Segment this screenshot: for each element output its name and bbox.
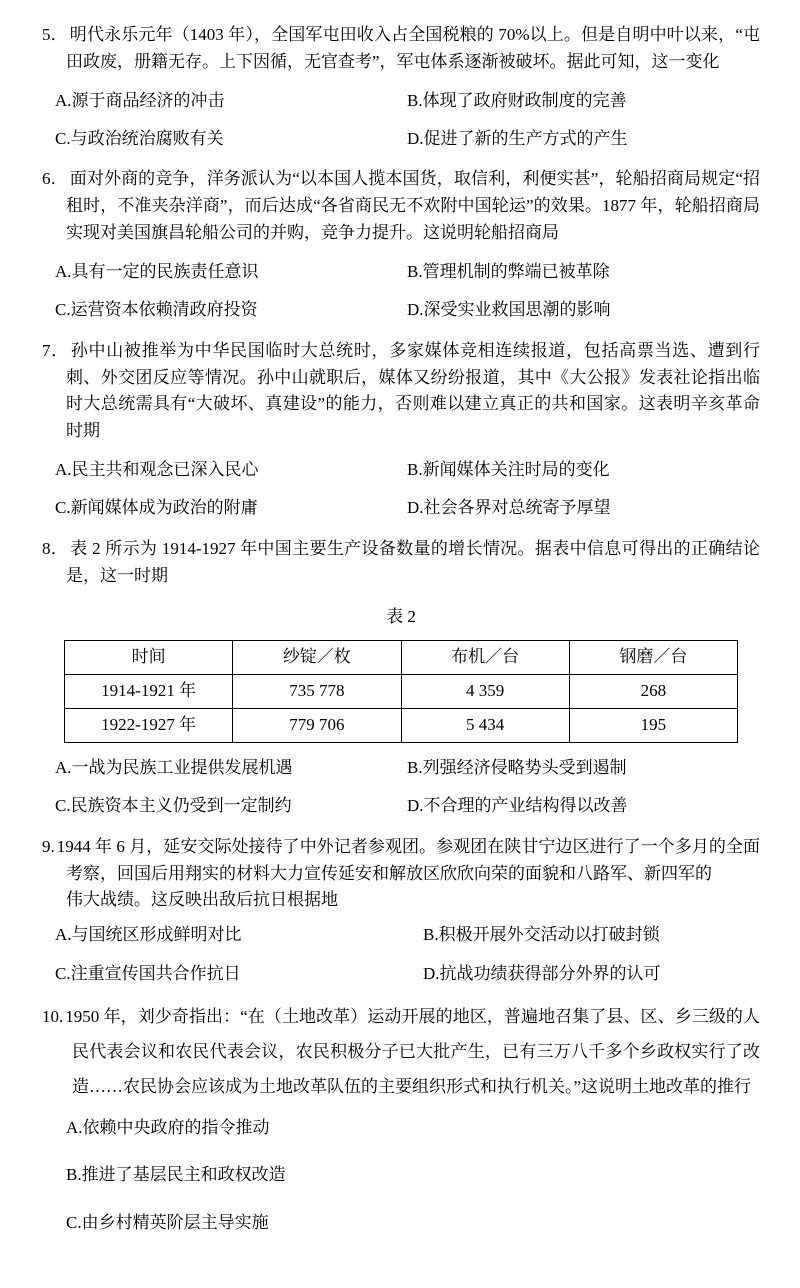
question-7-stem: [42, 338, 760, 445]
question-6-option-b: B.管理机制的弊端已被革除: [407, 262, 610, 282]
question-9-text-2: 伟大战绩。这反映出敌后抗日根据地: [66, 890, 338, 910]
question-5-options: [42, 88, 760, 153]
question-9-options: [42, 922, 760, 988]
question-8: [42, 536, 760, 820]
question-6-option-c: C.运营资本依赖清政府投资: [55, 299, 258, 319]
question-6-option-a: A.具有一定的民族责任意识: [55, 262, 259, 282]
cell-period-1: 1914-1921 年: [65, 675, 233, 709]
question-9: [42, 834, 760, 988]
question-9-option-a: A.与国统区形成鲜明对比: [55, 925, 242, 945]
table-row: [65, 675, 738, 709]
question-9-option-d: D.抗战功绩获得部分外界的认可: [423, 964, 661, 984]
table-2-caption: 表 2: [386, 606, 416, 626]
question-5-text: 明代永乐元年（1403 年），全国军屯田收入占全国税粮的 70%以上。但是自明中叶以来，“屯田政废，册籍无存。上下因循，无官查考”，军屯体系逐渐被破坏。据此可知，这一变化: [66, 25, 761, 71]
question-7-option-b: B.新闻媒体关注时局的变化: [407, 460, 610, 480]
table-header-row: [65, 641, 738, 675]
question-8-number: 8．: [42, 538, 69, 558]
cell-spindles-2: 779 706: [233, 709, 401, 743]
question-5-number: 5．: [42, 25, 68, 44]
question-8-text: 表 2 所示为 1914-1927 年中国主要生产设备数量的增长情况。据表中信息可得出的正确结论是，这一时期: [66, 538, 760, 585]
question-8-option-d: D.不合理的产业结构得以改善: [407, 795, 628, 815]
question-10-option-b: B.推进了基层民主和政权改造: [66, 1165, 286, 1185]
question-8-option-a: A.一战为民族工业提供发展机遇: [55, 758, 293, 778]
question-6-text: 面对外商的竞争，洋务派认为“以本国人揽本国货，取信利，利便实甚”，轮船招商局规定“招租时，不准夹杂洋商”，而后达成“各省商民无不欢附中国轮运”的效果。1877 年，轮船招商局实现对美国旗昌轮船公司的并购，竞争力提升。这说明轮船招商局: [66, 169, 761, 243]
question-6: [42, 166, 760, 323]
question-10-option-a: A.依赖中央政府的指令推动: [66, 1117, 270, 1137]
question-5: [42, 22, 760, 152]
question-10-stem: [42, 1000, 760, 1105]
question-5-option-d: D.促进了新的生产方式的产生: [407, 128, 628, 148]
question-7-number: 7．: [42, 340, 69, 360]
question-10-text: 1950 年，刘少奇指出：“在（土地改革）运动开展的地区，普遍地召集了县、区、乡三级的人民代表会议和农民代表会议，农民积极分子已大批产生，已有三万八千多个乡政权实行了改造……农民协会应该成为土地改革队伍的主要组织形式和执行机关。”这说明土地改革的推行: [65, 1007, 760, 1096]
question-6-number: 6．: [42, 169, 68, 189]
cell-period-2: 1922-1927 年: [65, 709, 233, 743]
question-10-option-c: C.由乡村精英阶层主导实施: [66, 1213, 269, 1233]
cell-looms-2: 5 434: [401, 709, 569, 743]
question-8-option-c: C.民族资本主义仍受到一定制约: [55, 795, 292, 815]
question-6-option-d: D.深受实业救国思潮的影响: [407, 299, 611, 319]
question-10: [42, 1000, 760, 1237]
question-9-option-c: C.注重宣传国共合作抗日: [55, 964, 241, 984]
question-7-option-c: C.新闻媒体成为政治的附庸: [55, 498, 258, 518]
question-7-option-a: A.民主共和观念已深入民心: [55, 460, 259, 480]
col-header-time: 时间: [65, 641, 233, 675]
question-8-stem: [42, 536, 760, 590]
question-9-text-1: 1944 年 6 月，延安交际处接待了中外记者参观团。参观团在陕甘宁边区进行了一个多月的全面考察，回国后用翔实的材料大力宣传延安和解放区欣欣向荣的面貌和八路军、新四军的: [56, 836, 760, 883]
question-9-number: 9.: [42, 836, 55, 856]
cell-spindles-1: 735 778: [233, 675, 401, 709]
question-7-options: [42, 457, 760, 522]
cell-looms-1: 4 359: [401, 675, 569, 709]
question-7: [42, 338, 760, 522]
table-row: [65, 709, 738, 743]
question-10-options: [42, 1115, 760, 1238]
question-9-option-b: B.积极开展外交活动以打破封锁: [423, 925, 660, 945]
question-5-option-a: A.源于商品经济的冲击: [55, 90, 225, 110]
question-5-option-c: C.与政治统治腐败有关: [55, 128, 224, 148]
cell-mills-1: 268: [569, 675, 737, 709]
question-5-stem: [42, 22, 760, 76]
production-equipment-table: [64, 640, 738, 743]
question-9-stem: [42, 834, 760, 915]
table-2-wrap: [42, 604, 760, 743]
question-6-stem: [42, 166, 760, 247]
question-6-options: [42, 259, 760, 324]
question-8-option-b: B.列强经济侵略势头受到遏制: [407, 758, 627, 778]
col-header-mills: 钢磨／台: [569, 641, 737, 675]
question-8-options: [42, 755, 760, 820]
question-7-option-d: D.社会各界对总统寄予厚望: [407, 498, 611, 518]
cell-mills-2: 195: [569, 709, 737, 743]
question-5-option-b: B.体现了政府财政制度的完善: [407, 90, 627, 110]
question-7-text: 孙中山被推举为中华民国临时大总统时，多家媒体竞相连续报道，包括高票当选、遭到行刺、外交团反应等情况。孙中山就职后，媒体又纷纷报道，其中《大公报》发表社论指出临时大总统需具有“大破坏、真建设”的能力，否则难以建立真正的共和国家。这表明辛亥革命时期: [66, 340, 760, 441]
col-header-looms: 布机／台: [401, 641, 569, 675]
question-10-number: 10.: [42, 1007, 64, 1027]
col-header-spindles: 纱锭／枚: [233, 641, 401, 675]
